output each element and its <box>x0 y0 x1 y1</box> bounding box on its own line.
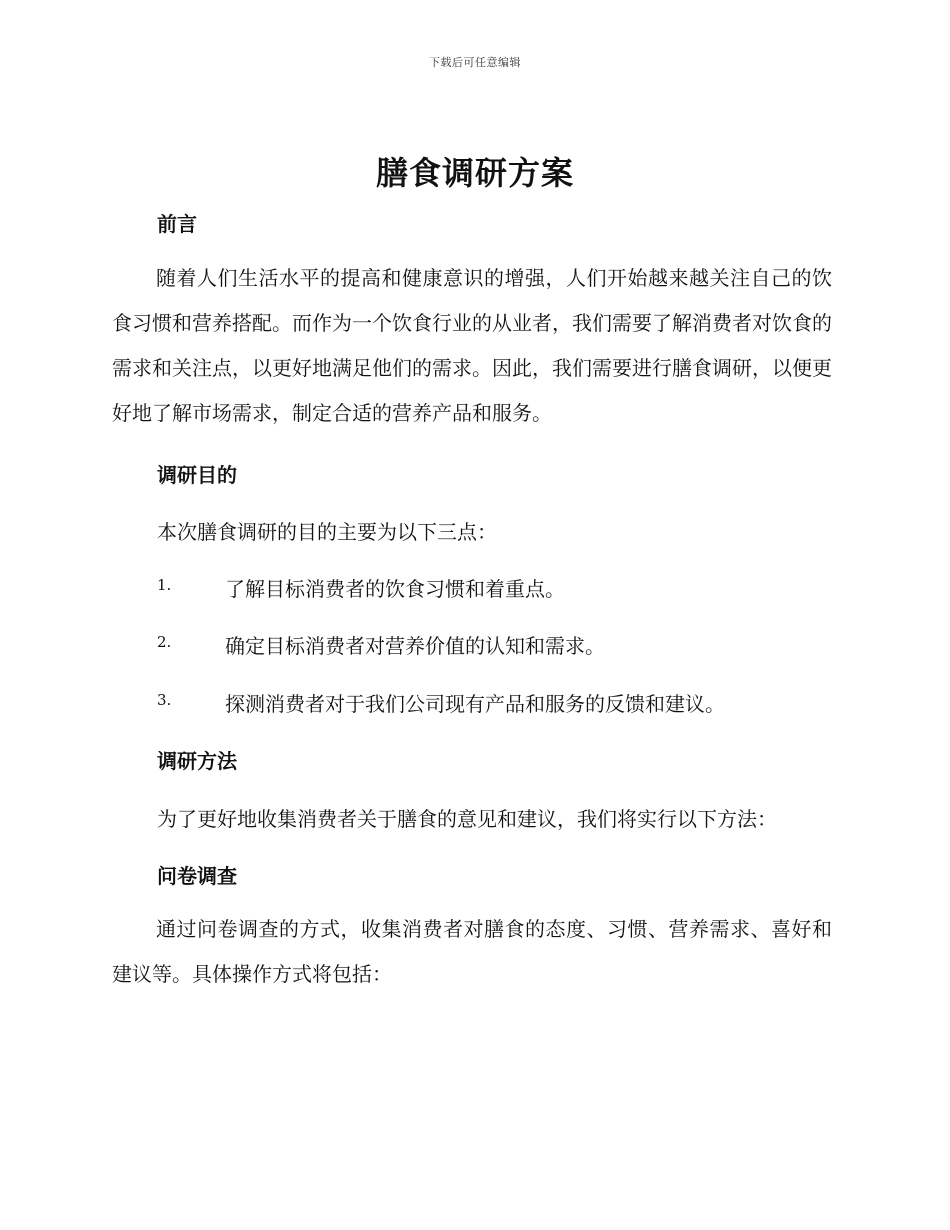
preface-paragraph: 随着人们生活水平的提高和健康意识的增强，人们开始越来越关注自己的饮食习惯和营养搭配。而作为一个饮食行业的从业者，我们需要了解消费者对饮食的需求和关注点，以更好地满足他们的需求。因此，我们需要进行膳食调研，以便更好地了解市场需求，制定合适的营养产品和服务。 <box>112 266 832 425</box>
list-text: 了解目标消费者的饮食习惯和着重点。 <box>225 577 565 601</box>
purpose-intro: 本次膳食调研的目的主要为以下三点： <box>157 520 497 544</box>
list-text: 探测消费者对于我们公司现有产品和服务的反馈和建议。 <box>225 692 725 716</box>
list-number: 2. <box>157 633 172 651</box>
document-title: 膳食调研方案 <box>375 154 574 192</box>
section-heading-preface: 前言 <box>157 212 197 236</box>
section-heading-purpose: 调研目的 <box>157 463 237 487</box>
method-intro: 为了更好地收集消费者关于膳食的意见和建议，我们将实行以下方法： <box>157 807 777 831</box>
list-number: 3. <box>157 691 172 709</box>
list-text: 确定目标消费者对营养价值的认知和需求。 <box>225 634 605 658</box>
questionnaire-paragraph: 通过问卷调查的方式，收集消费者对膳食的态度、习惯、营养需求、喜好和建议等。具体操作方式将包括： <box>112 917 832 986</box>
section-heading-questionnaire: 问卷调查 <box>157 864 237 888</box>
section-heading-method: 调研方法 <box>157 749 237 773</box>
header-note: 下载后可任意编辑 <box>429 56 521 69</box>
list-number: 1. <box>157 576 172 594</box>
